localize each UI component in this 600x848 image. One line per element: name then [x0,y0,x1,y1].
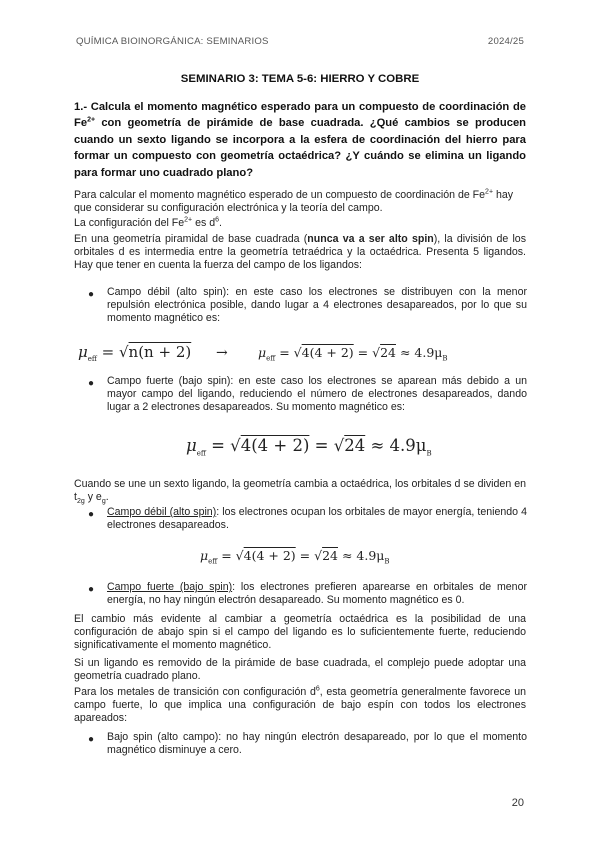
paragraph-pyramid: En una geometría piramidal de base cuadrada (nunca va a ser alto spin), la división de los orbitales d es intermedia entre la geometría tetraédrica y la octaédrica. Presenta 5 ligandos. Hay que tener en cuenta la fuerza del campo de los ligandos: [74,233,526,272]
bullet-icon: ● [88,734,95,745]
page-number: 20 [511,797,524,809]
paragraph-main-change: El cambio más evidente al cambiar a geometría octaédrica es la posibilidad de una configuración de abajo spin si el campo del ligando es lo suficientemente fuerte, reduciendo significativamente el momento magnético. [74,613,526,652]
list-item-low-spin: Bajo spin (alto campo): no hay ningún electrón desapareado, por lo que el momento magnético disminuye a cero. [107,731,527,757]
bullet-icon: ● [88,584,95,595]
header-course-title: QUÍMICA BIOINORGÁNICA: SEMINARIOS [76,36,269,47]
paragraph-octahedral: Cuando se une un sexto ligando, la geometría cambia a octaédrica, los orbitales d se dividen en $t_{2g}$ y $e_g$. [74,478,526,506]
equation-octahedral: $\mu_{eff} = √4(4 + 2) = √24 \approx 4.9\mu_B$ [200,548,390,566]
question-text: 1.- Calcula el momento magnético esperado para un compuesto de coordinación de $Fe^{2+}$ con geometría de pirámide de base cuadrada. ¿Qué cambios se producen cuando un sexto ligando se incorpora a la esfera de coordinación del hierro para formar un compuesto con geometría octaédrica? ¿Y cuándo se elimina un ligando para formar uno cuadrado plano? [74,101,526,179]
paragraph-configuration: La configuración del $Fe^{2+}$ es $d^6$. [74,216,222,229]
header-year: 2024/25 [487,36,524,47]
list-item-weak-field-pyramid: Campo débil (alto spin): en este caso los electrones se distribuyen con la menor repulsión electrónica posible, dando lugar a 4 electrones desapareados, por lo que su momento magnético es: [107,286,527,325]
equation-weak-field: $\mu_{eff} = √4(4 + 2) = √24 \approx 4.9\mu_B$ [258,345,448,363]
bullet-icon: ● [88,509,95,520]
list-item-strong-field-pyramid: Campo fuerte (bajo spin): en este caso los electrones se aparean más debido a un mayor campo del ligando, reduciendo el número de electrones desapareados, dando lugar a 2 electrones desapareados. Su momento magnético es: [107,375,527,414]
equation-general: $\mu_{eff} = √n(n + 2)$ [78,343,192,363]
list-item-weak-field-octahedral: Campo débil (alto spin): los electrones ocupan los orbitales de mayor energía, teniendo 4 electrones desapareados. [107,506,527,532]
seminar-title: SEMINARIO 3: TEMA 5-6: HIERRO Y COBRE [180,73,420,85]
equation-strong-field: $\mu_{eff} = √4(4 + 2) = √24 \approx 4.9\mu_B$ [186,436,432,458]
paragraph-intro: Para calcular el momento magnético esperado de un compuesto de coordinación de $Fe^{2+}$ hay que considerar su configuración electrónica y la teoría del campo. [74,188,514,215]
paragraph-d6-metals: Para los metales de transición con configuración $d^6$, esta geometría generalmente favorece un campo fuerte, lo que implica una configuración de bajo espín con todos los electrones apareados: [74,685,526,725]
paragraph-square-planar: Si un ligando es removido de la pirámide de base cuadrada, el complejo puede adoptar una geometría cuadrado plano. [74,657,526,683]
bullet-icon: ● [88,378,95,389]
list-item-strong-field-octahedral: Campo fuerte (bajo spin): los electrones prefieren aparearse en orbitales de menor energía, no hay ningún electrón desapareado. Su momento magnético es 0. [107,581,527,607]
bullet-icon: ● [88,289,95,300]
arrow-symbol: → [216,345,228,361]
